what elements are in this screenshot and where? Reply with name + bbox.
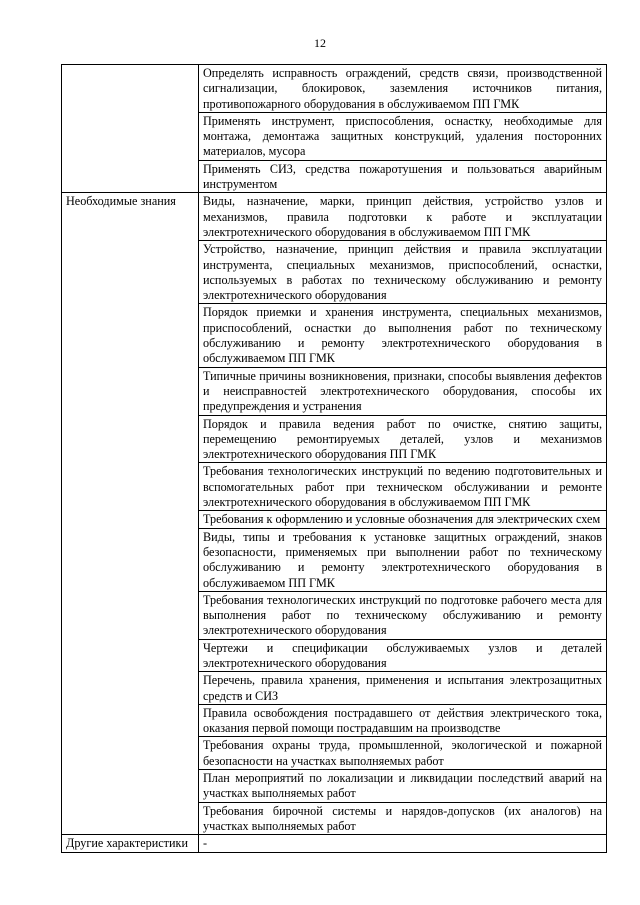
section-label-other: Другие характеристики [62,835,199,852]
knowledge-cell: Требования охраны труда, промышленной, экологической и пожарной безопасности на участках выполняемых работ [199,737,607,770]
knowledge-cell: Требования бирочной системы и нарядов-допусков (их аналогов) на участках выполняемых работ [199,802,607,835]
knowledge-cell: Типичные причины возникновения, признаки, способы выявления дефектов и неисправностей электротехнического оборудования, способы их предупреждения и устранения [199,367,607,415]
page-number: 12 [314,36,326,50]
knowledge-cell: Порядок приемки и хранения инструмента, специальных механизмов, приспособлений, оснастки до выполнения работ по техническому обслуживанию и ремонту электротехнического оборудования в обслуживаемом ПП ГМК [199,304,607,367]
knowledge-cell: Порядок и правила ведения работ по очистке, снятию защиты, перемещению ремонтируемых деталей, узлов и механизмов электротехнического оборудования ПП ГМК [199,415,607,463]
requirements-table [61,64,607,853]
knowledge-cell: Устройство, назначение, принцип действия и правила эксплуатации инструмента, специальных механизмов, приспособлений, оснастки, используемых в работах по техническому обслуживанию и ремонту электротехнического оборудования [199,241,607,304]
knowledge-cell: Перечень, правила хранения, применения и испытания электрозащитных средств и СИЗ [199,672,607,705]
table-row [62,65,607,113]
section-label-cell [62,65,199,193]
requirement-cell: Определять исправность ограждений, средств связи, производственной сигнализации, блокировок, заземления источников питания, противопожарного оборудования в обслуживаемом ПП ГМК [199,65,607,113]
knowledge-cell: Требования технологических инструкций по подготовке рабочего места для выполнения работ по техническому обслуживанию и ремонту электротехнического оборудования [199,591,607,639]
requirement-cell: Применять инструмент, приспособления, оснастку, необходимые для монтажа, демонтажа защитных конструкций, удаления посторонних материалов, мусора [199,112,607,160]
knowledge-cell: План мероприятий по локализации и ликвидации последствий аварий на участках выполняемых работ [199,770,607,803]
knowledge-cell: Требования к оформлению и условные обозначения для электрических схем [199,511,607,528]
knowledge-cell: Требования технологических инструкций по ведению подготовительных и вспомогательных работ при техническом обслуживании и ремонте электротехнического оборудования в обслуживаемом ПП ГМК [199,463,607,511]
table-row [62,835,607,852]
table-row [62,193,607,241]
requirement-cell: Применять СИЗ, средства пожаротушения и пользоваться аварийным инструментом [199,160,607,193]
section-label-knowledge: Необходимые знания [62,193,199,835]
knowledge-cell: Виды, назначение, марки, принцип действия, устройство узлов и механизмов, правила подготовки к работе и эксплуатации электротехнического оборудования в обслуживаемом ПП ГМК [199,193,607,241]
knowledge-cell: Чертежи и спецификации обслуживаемых узлов и деталей электротехнического оборудования [199,639,607,672]
knowledge-cell: Правила освобождения пострадавшего от действия электрического тока, оказания первой помощи пострадавшим на производстве [199,704,607,737]
knowledge-cell: Виды, типы и требования к установке защитных ограждений, знаков безопасности, применяемых при выполнении работ по техническому обслуживанию и ремонту электротехнического оборудования в обслуживаемом ПП ГМК [199,528,607,591]
other-cell: - [199,835,607,852]
